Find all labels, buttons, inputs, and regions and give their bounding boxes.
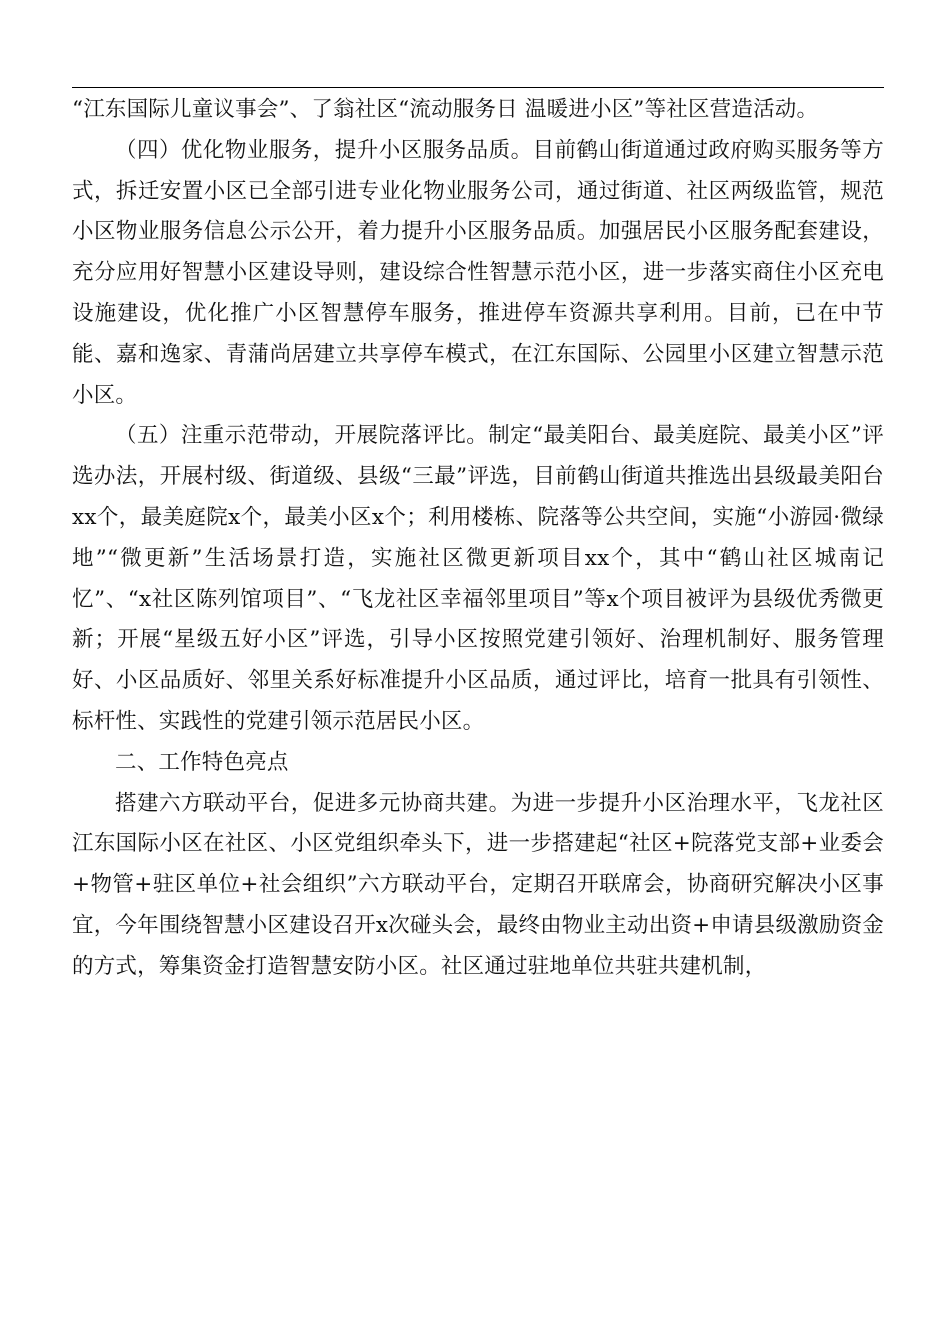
section-heading: 二、工作特色亮点 (115, 749, 289, 775)
paragraph-section-4: （四）优化物业服务，提升小区服务品质。目前鹤山街道通过政府购买服务等方式，拆迁安置小区已全部引进专业化物业服务公司，通过街道、社区两级监管，规范小区物业服务信息公示公开，着力提升小区服务品质。加强居民小区服务配套建设，充分应用好智慧小区建设导则，建设综合性智慧示范小区，进一步落实商住小区充电设施建设，优化推广小区智慧停车服务，推进停车资源共享利用。目前，已在中节能、嘉和逸家、青蒲尚居建立共享停车模式，在江东国际、公园里小区建立智慧示范小区。 (72, 137, 884, 408)
paragraph-continuation: “江东国际儿童议事会”、了翁社区“流动服务日 温暖进小区”等社区营造活动。 (72, 97, 819, 122)
paragraph-section-5: （五）注重示范带动，开展院落评比。制定“最美阳台、最美庭院、最美小区”评选办法，开展村级、街道级、县级“三最”评选，目前鹤山街道共推选出县级最美阳台xx个，最美庭院x个，最美小区x个；利用楼栋、院落等公共空间，实施“小游园·微绿地”“微更新”生活场景打造，实施社区微更新项目xx个，其中“鹤山社区城南记忆”、“x社区陈列馆项目”、“飞龙社区幸福邻里项目”等x个项目被评为县级优秀微更新；开展“星级五好小区”评选，引导小区按照党建引领好、治理机制好、服务管理好、小区品质好、邻里关系好标准提升小区品质，通过评比，培育一批具有引领性、标杆性、实践性的党建引领示范居民小区。 (72, 423, 884, 734)
header-rule (72, 87, 884, 88)
paragraph-highlight: 搭建六方联动平台，促进多元协商共建。为进一步提升小区治理水平，飞龙社区江东国际小区在社区、小区党组织牵头下，进一步搭建起“社区+院落党支部+业委会+物管+驻区单位+社会组织”六方联动平台，定期召开联席会，协商研究解决小区事宜，今年围绕智慧小区建设召开x次碰头会，最终由物业主动出资+申请县级激励资金的方式，筹集资金打造智慧安防小区。社区通过驻地单位共驻共建机制， (72, 790, 884, 979)
document-body (72, 90, 884, 988)
